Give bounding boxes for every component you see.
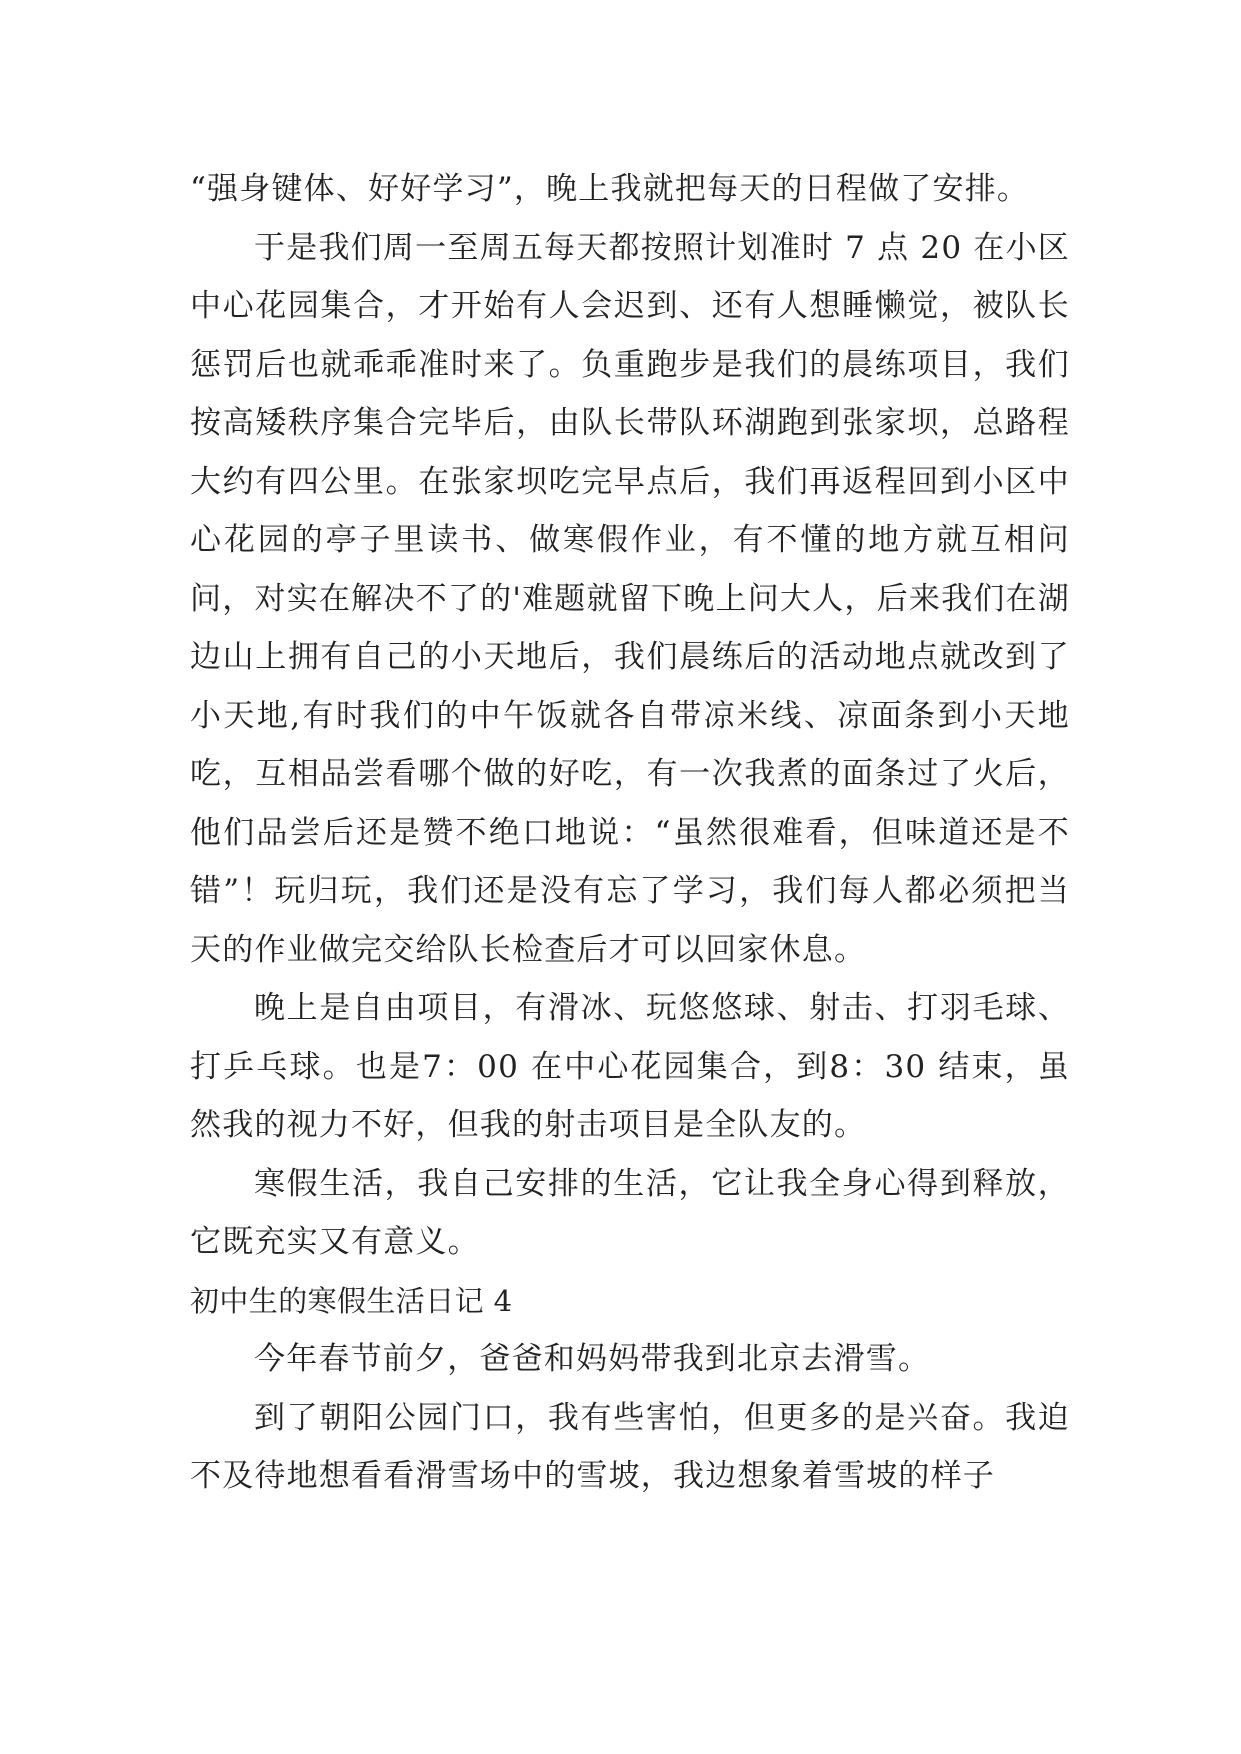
paragraph-evening-activities: 晚上是自由项目，有滑冰、玩悠悠球、射击、打羽毛球、打乒乓球。也是7：00 在中心花园集合，到8：30 结束，虽然我的视力不好，但我的射击项目是全队友的。: [190, 990, 1070, 1143]
diary-heading: 初中生的寒假生活日记 4: [190, 1283, 513, 1318]
paragraph-beijing-trip: 今年春节前夕，爸爸和妈妈带我到北京去滑雪。: [254, 1341, 931, 1377]
document-body: [190, 160, 1070, 1506]
paragraph-morning-routine: 于是我们周一至周五每天都按照计划准时 7 点 20 在小区中心花园集合，才开始有人会迟到、还有人想睡懒觉，被队长惩罚后也就乖乖准时来了。负重跑步是我们的晨练项目，我们按高矮秩序集合完毕后，由队长带队环湖跑到张家坝，总路程大约有四公里。在张家坝吃完早点后，我们再返程回到小区中心花园的亭子里读书、做寒假作业，有不懂的地方就互相问问，对实在解决不了的'难题就留下晚上问大人，后来我们在湖边山上拥有自己的小天地后，我们晨练后的活动地点就改到了小天地,有时我们的中午饭就各自带凉米线、凉面条到小天地吃，互相品尝看哪个做的好吃，有一次我煮的面条过了火后，他们品尝后还是赞不绝口地说：“虽然很难看，但味道还是不错”！玩归玩，我们还是没有忘了学习，我们每人都必须把当天的作业做完交给队长检查后才可以回家休息。: [190, 229, 1070, 968]
paragraph-continuation: “强身键体、好好学习”，晚上我就把每天的日程做了安排。: [190, 171, 1030, 207]
paragraph-conclusion: 寒假生活，我自己安排的生活，它让我全身心得到释放，它既充实又有意义。: [190, 1165, 1070, 1260]
paragraph-chaoyang-park: 到了朝阳公园门口，我有些害怕，但更多的是兴奋。我迫不及待地想看看滑雪场中的雪坡，我边想象着雪坡的样子: [190, 1399, 1070, 1494]
